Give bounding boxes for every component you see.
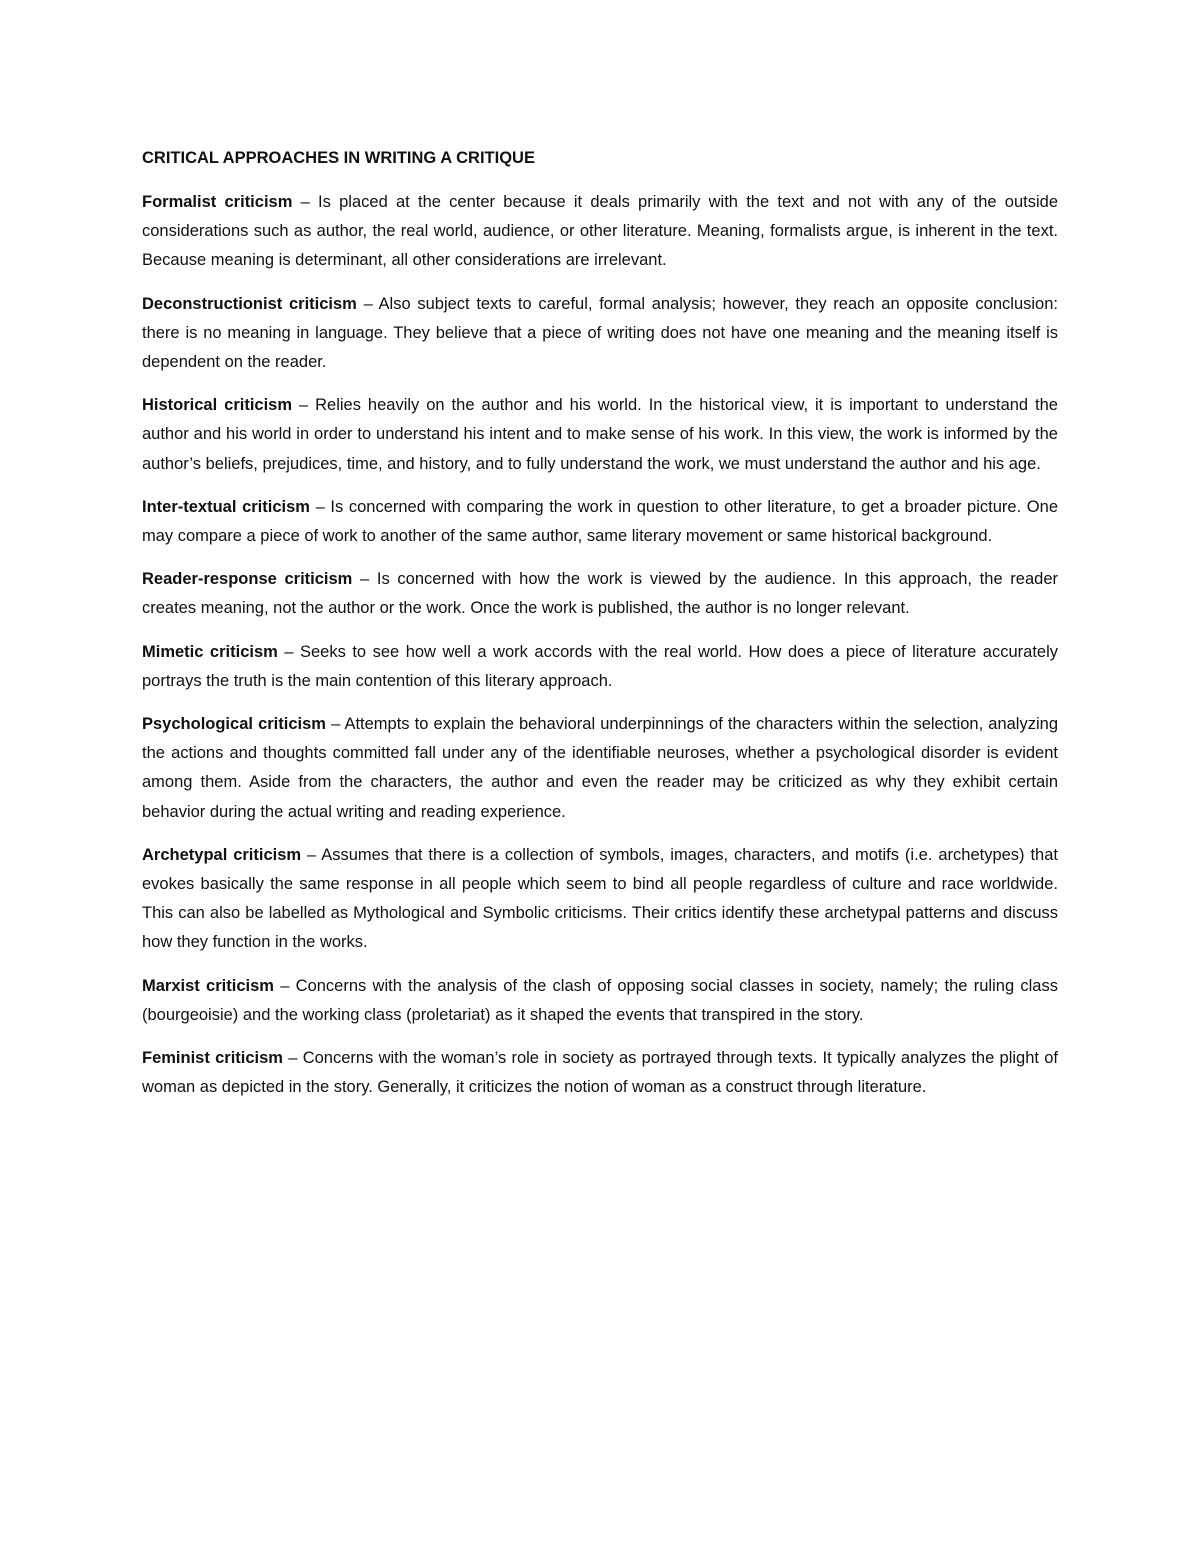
entry-historical bbox=[142, 391, 1058, 479]
entry-definition: – Assumes that there is a collection of symbols, images, characters, and motifs (i.e. archetypes) that evokes basically the same response in all people which seem to bind all people regardless of culture and race worldwide. This can also be labelled as Mythological and Symbolic criticisms. Their critics identify these archetypal patterns and discuss how they function in the works. bbox=[142, 845, 1058, 952]
entry-term: Psychological criticism bbox=[142, 715, 326, 734]
entry-feminist bbox=[142, 1044, 1058, 1102]
entry-term: Historical criticism bbox=[142, 396, 293, 415]
entry-definition: – Attempts to explain the behavioral underpinnings of the characters within the selection, analyzing the actions and thoughts committed fall under any of the identifiable neuroses, whether a psychological disorder is evident among them. Aside from the characters, the author and even the reader may be criticized as why they exhibit certain behavior during the actual writing and reading experience. bbox=[142, 715, 1058, 821]
entry-term: Feminist criticism bbox=[142, 1049, 283, 1068]
entry-term: Deconstructionist criticism bbox=[142, 294, 357, 313]
entry-archetypal bbox=[142, 841, 1058, 958]
entry-term: Archetypal criticism bbox=[142, 845, 302, 864]
entry-term: Formalist criticism bbox=[142, 193, 293, 211]
entry-mimetic bbox=[142, 638, 1058, 696]
entry-marxist bbox=[142, 972, 1058, 1030]
entry-definition: – Also subject texts to careful, formal analysis; however, they reach an opposite conclusion: there is no meaning in language. They believe that a piece of writing does not have one meaning and the meaning itself is dependent on the reader. bbox=[142, 294, 1058, 372]
entry-definition: – Relies heavily on the author and his world. In the historical view, it is important to understand the author and his world in order to understand his intent and to make sense of his work. In this view, the work is informed by the author’s beliefs, prejudices, time, and history, and to fully understand the work, we must understand the author and his age. bbox=[142, 396, 1058, 473]
entry-term: Mimetic criticism bbox=[142, 642, 278, 661]
entry-deconstructionist bbox=[142, 290, 1058, 378]
entry-definition: – Concerns with the analysis of the clash of opposing social classes in society, namely; the ruling class (bourgeoisie) and the working class (proletariat) as it shaped the events that transpired in the story. bbox=[142, 976, 1058, 1024]
entry-term: Inter-textual criticism bbox=[142, 497, 310, 516]
entry-definition: – Concerns with the woman’s role in society as portrayed through texts. It typically analyzes the plight of woman as depicted in the story. Generally, it criticizes the notion of woman as a construct through literature. bbox=[142, 1049, 1058, 1097]
document-body bbox=[142, 144, 1058, 1116]
entry-definition: – Is placed at the center because it deals primarily with the text and not with any of the outside considerations such as author, the real world, audience, or other literature. Meaning, formalists argue, is inherent in the text. Because meaning is determinant, all other considerations are irrelevant. bbox=[142, 193, 1058, 270]
entry-definition: – Is concerned with how the work is viewed by the audience. In this approach, the reader creates meaning, not the author or the work. Once the work is published, the author is no longer relevant. bbox=[142, 570, 1058, 618]
entry-term: Marxist criticism bbox=[142, 976, 274, 995]
entry-term: Reader-response criticism bbox=[142, 570, 353, 589]
entry-reader-response bbox=[142, 565, 1058, 623]
document-title: CRITICAL APPROACHES IN WRITING A CRITIQUE bbox=[142, 149, 535, 167]
entry-inter-textual bbox=[142, 493, 1058, 551]
entry-definition: – Is concerned with comparing the work in question to other literature, to get a broader picture. One may compare a piece of work to another of the same author, same literary movement or same historical background. bbox=[142, 497, 1058, 546]
entry-psychological bbox=[142, 710, 1058, 827]
entry-definition: – Seeks to see how well a work accords with the real world. How does a piece of literature accurately portrays the truth is the main contention of this literary approach. bbox=[142, 642, 1059, 690]
entry-formalist bbox=[142, 188, 1058, 276]
